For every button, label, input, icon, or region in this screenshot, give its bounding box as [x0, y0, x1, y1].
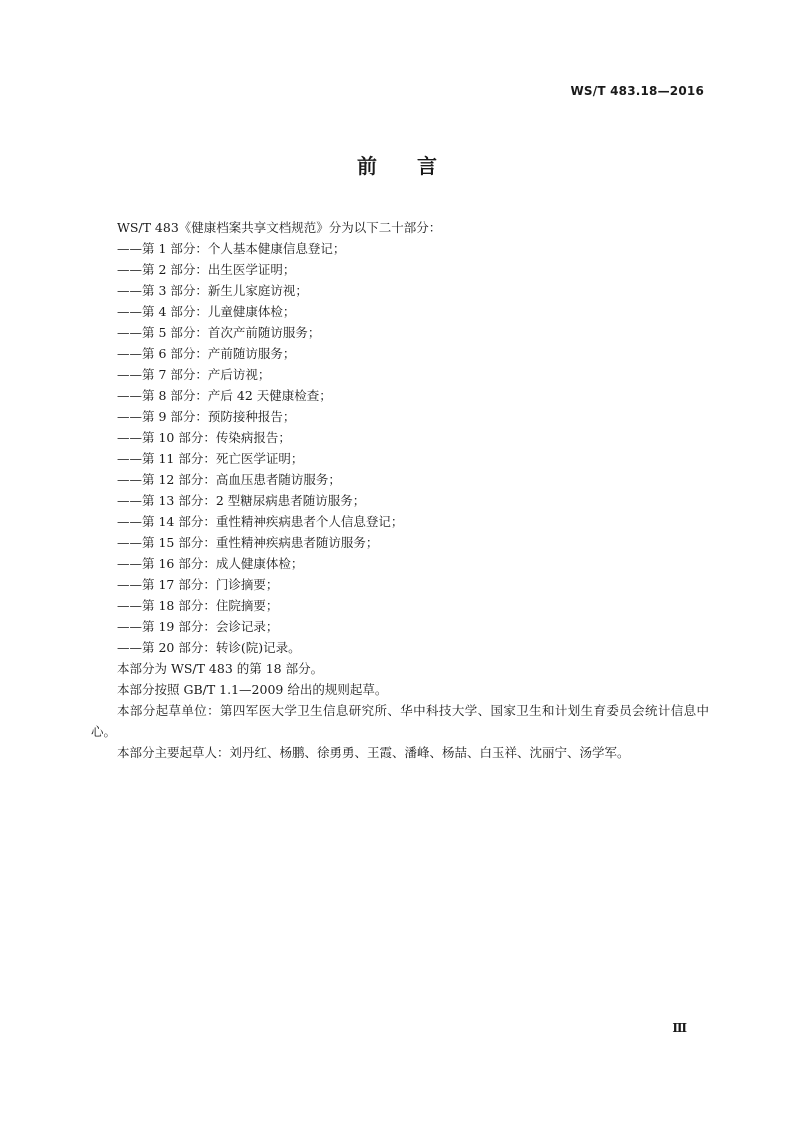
- paragraph-drafters: 本部分主要起草人：刘丹红、杨鹏、徐勇勇、王霞、潘峰、杨喆、白玉祥、沈丽宁、汤学军。: [117, 745, 630, 760]
- list-item: ——第 3 部分：新生儿家庭访视；: [117, 283, 308, 298]
- list-item: ——第 13 部分：2 型糖尿病患者随访服务；: [117, 493, 366, 508]
- list-item: ——第 7 部分：产后访视；: [117, 367, 271, 382]
- list-item: ——第 16 部分：成人健康体检；: [117, 556, 304, 571]
- list-item: ——第 4 部分：儿童健康体检；: [117, 304, 296, 319]
- list-item: ——第 17 部分：门诊摘要；: [117, 577, 279, 592]
- list-item: ——第 15 部分：重性精神疾病患者随访服务；: [117, 535, 379, 550]
- page-title: [0, 150, 794, 179]
- list-item: ——第 6 部分：产前随访服务；: [117, 346, 296, 361]
- list-item: ——第 10 部分：传染病报告；: [117, 430, 291, 445]
- title-char-2: 言: [417, 154, 437, 178]
- list-item: ——第 19 部分：会诊记录；: [117, 619, 279, 634]
- paragraph-part-number: 本部分为 WS/T 483 的第 18 部分。: [117, 661, 324, 676]
- paragraph-drafting-rules: 本部分按照 GB/T 1.1—2009 给出的规则起草。: [117, 682, 388, 697]
- intro-line: WS/T 483《健康档案共享文档规范》分为以下二十部分：: [117, 220, 442, 235]
- parts-list: [91, 238, 709, 658]
- list-item: ——第 14 部分：重性精神疾病患者个人信息登记；: [117, 514, 404, 529]
- list-item: ——第 11 部分：死亡医学证明；: [117, 451, 304, 466]
- list-item: ——第 9 部分：预防接种报告；: [117, 409, 296, 424]
- list-item: ——第 18 部分：住院摘要；: [117, 598, 279, 613]
- page-number: Ⅲ: [672, 1021, 687, 1035]
- paragraph-drafting-units: 本部分起草单位：第四军医大学卫生信息研究所、华中科技大学、国家卫生和计划生育委员会统计信息中心。: [91, 703, 709, 739]
- list-item: ——第 20 部分：转诊(院)记录。: [117, 640, 301, 655]
- list-item: ——第 12 部分：高血压患者随访服务；: [117, 472, 341, 487]
- list-item: ——第 8 部分：产后 42 天健康检查；: [117, 388, 332, 403]
- list-item: ——第 1 部分：个人基本健康信息登记；: [117, 241, 346, 256]
- list-item: ——第 2 部分：出生医学证明；: [117, 262, 296, 277]
- foreword-body: [91, 217, 709, 763]
- list-item: ——第 5 部分：首次产前随访服务；: [117, 325, 321, 340]
- document-code: WS/T 483.18—2016: [570, 84, 704, 98]
- title-char-1: 前: [357, 154, 377, 178]
